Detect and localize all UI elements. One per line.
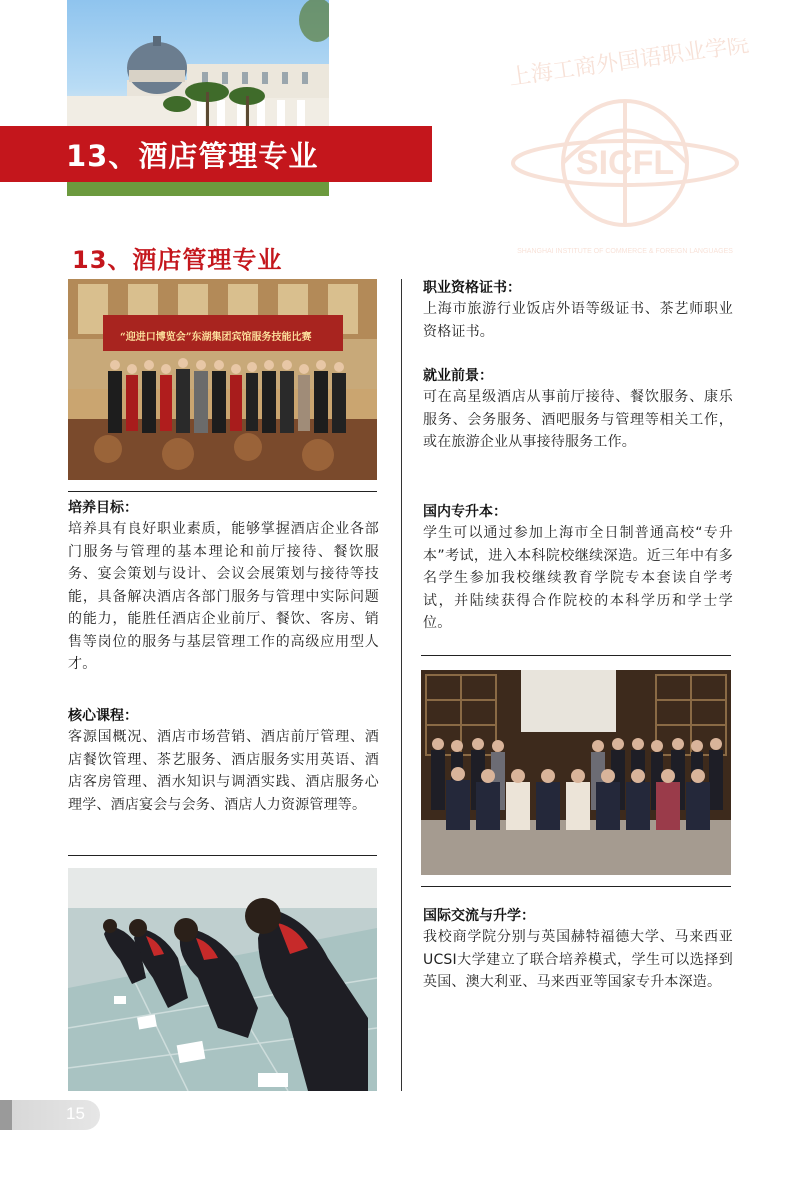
certificates-body: 上海市旅游行业饭店外语等级证书、茶艺师职业资格证书。 xyxy=(423,301,733,340)
training-goal-title: 培养目标： xyxy=(68,500,138,516)
page-number-tab xyxy=(0,1100,100,1130)
title-banner xyxy=(0,126,432,182)
employment-body: 可在高星级酒店从事前厅接待、餐饮服务、康乐服务、会务服务、酒吧服务与管理等相关工作，或在旅游企业从事接待服务工作。 xyxy=(423,389,733,450)
upgrade-body: 学生可以通过参加上海市全日制普通高校“专升本”考试，进入本科院校继续深造。近三年中有多名学生参加我校继续教育学院专本套读自学考试，并陆续获得合作院校的本科学历和学士学位。 xyxy=(423,525,733,631)
divider-rule xyxy=(68,491,377,492)
core-courses-section xyxy=(68,706,379,816)
international-body: 我校商学院分别与英国赫特福德大学、马来西亚UCSI大学建立了联合培养模式，学生可以选择到英国、澳大利亚、马来西亚等国家专升本深造。 xyxy=(423,929,733,990)
seal-en-text: SHANGHAI INSTITUTE OF COMMERCE & FOREIGN LANGUAGES xyxy=(517,248,733,255)
page-number: 15 xyxy=(66,1104,85,1123)
certificates-title: 职业资格证书： xyxy=(423,280,521,296)
page-number-accent xyxy=(0,1100,12,1130)
core-courses-body: 客源国概况、酒店市场营销、酒店前厅管理、酒店餐饮管理、茶艺服务、酒店服务实用英语、酒店客房管理、酒水知识与调酒实践、酒店服务心理学、酒店宴会与会务、酒店人力资源管理等。 xyxy=(68,729,379,813)
column-divider xyxy=(401,279,402,1091)
competition-banner-text: “迎进口博览会”东湖集团宾馆服务技能比赛 xyxy=(120,332,312,343)
international-section xyxy=(423,906,733,994)
core-courses-title: 核心课程： xyxy=(68,708,138,724)
international-title: 国际交流与升学： xyxy=(423,908,535,924)
school-seal-watermark xyxy=(505,38,755,268)
competition-photo xyxy=(68,279,377,480)
upgrade-section xyxy=(423,502,733,635)
divider-rule xyxy=(421,886,731,887)
divider-rule xyxy=(68,855,377,856)
seal-cn-text: 上海工商外国语职业学院 xyxy=(507,38,751,91)
group-photo xyxy=(421,670,731,875)
banner-title: 13、酒店管理专业 xyxy=(66,138,319,173)
upgrade-title: 国内专升本： xyxy=(423,504,507,520)
training-photo xyxy=(68,868,377,1091)
employment-section xyxy=(423,366,733,454)
divider-rule xyxy=(421,655,731,656)
training-goal-body: 培养具有良好职业素质，能够掌握酒店企业各部门服务与管理的基本理论和前厅接待、餐饮服务、宴会策划与设计、会议会展策划与接待等技能，具备解决酒店各部门服务与管理中实际问题的能力，能胜任酒店企业前厅、餐饮、客房、销售等岗位的服务与基层管理工作的高级应用型人才。 xyxy=(68,521,379,672)
training-goal-section xyxy=(68,498,379,676)
section-subtitle: 13、酒店管理专业 xyxy=(72,246,283,274)
seal-logo-text: SICFL xyxy=(575,144,675,182)
employment-title: 就业前景： xyxy=(423,368,493,384)
certificates-section xyxy=(423,278,733,343)
